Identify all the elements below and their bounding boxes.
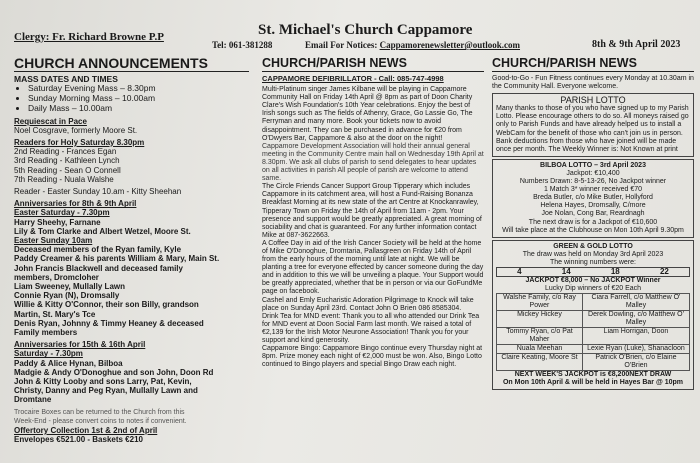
anniversary-item: Deceased members of the Ryan family, Kyle <box>14 245 182 255</box>
table-row <box>497 345 690 354</box>
anniversary-item: members, Dromcloher <box>14 272 99 282</box>
anniversary-item: Connie Ryan (N), Dromsally <box>14 291 120 301</box>
news-paragraph: Cappamore Bingo: Cappamore Bingo continue every Thursday night at 8pm. Prize money each night of €2,000 must be won. Also, Bingo Lotto continued to Bingo players and special Bingo Draw each night. <box>262 345 483 369</box>
anniversary-item: Lily & Tom Clarke and Albert Wetzel, Moore St. <box>14 226 191 236</box>
offertory-amount: Envelopes €521.00 - Baskets €210 <box>14 435 143 445</box>
green-gold-winning: The winning numbers were: <box>550 258 636 266</box>
lucky-dip-table <box>496 293 690 371</box>
telephone: Tel: 061-381288 <box>212 40 273 50</box>
anniversary-item: John & Kitty Looby and sons Larry, Pat, Kevin, <box>14 377 192 387</box>
bilboa-line: 1 Match 3* winner received €70 <box>543 186 643 194</box>
anniversaries-title-2: Anniversaries for 15th & 16th April <box>14 340 146 350</box>
fitness-notice: Good-to-Go - Fun Fitness continues every Monday at 10.30am in the Community Hall. Everyone welcome. <box>492 75 694 91</box>
parish-news-title-2: CHURCH/PARISH NEWS <box>492 55 694 72</box>
mass-list <box>14 84 249 113</box>
news-paragraph: A Coffee Day in aid of the Irish Cancer Society will be held at the home of Mike O'Donoghue, Dromtaria, Pallasgreen on Friday 14th of April from the early hours of the morning until late at night. We will be planting a tree for everyone effected by cancer someone during the day and in addition to this we will be unveiling a plaque. Your Support would be greatly appreciated, whether that be in person or via our GoFundMe page on facebook. <box>262 239 484 296</box>
bilboa-lotto-box <box>492 159 694 238</box>
requiescat-name: Noel Cosgrave, formerly Moore St. <box>14 125 138 135</box>
next-draw-info: On Mon 10th April & will be held in Hayes Bar @ 10pm <box>502 379 684 387</box>
easter-reader: Reader - Easter Sunday 10.am - Kitty Sheehan <box>14 187 182 197</box>
anniversary-item: Liam Sweeney, Mullally Lawn <box>14 282 125 292</box>
email-label: Email For Notices: <box>305 40 378 50</box>
clergy-label: Clergy: Fr. Richard Browne P.P <box>14 31 164 43</box>
anniversaries-sub-2: Saturday - 7.30pm <box>14 349 83 359</box>
winning-number: 18 <box>610 266 620 276</box>
winner-cell: Liam Horrigan, Doon <box>582 328 689 345</box>
news-paragraph: The Circle Friends Cancer Support Group Tipperary which includes Cappamore in its catchment area, will host a Fund-Raising Bonanza Breakfast Morning at its new state of the art Centre at Knockanrawley, Tipperary Town on Friday the 14th of April from 11am - 2pm. Your presence and support would be greatly appreciated. A great morning of sociability and chat is guaranteed. For any further information contact Mike at 087-3622663. <box>262 183 482 239</box>
parish-lotto-box <box>492 93 694 157</box>
issue-dates: 8th & 9th April 2023 <box>592 39 681 50</box>
lucky-dip-title: Lucky Dip winners of €20 Each <box>544 285 642 293</box>
news-paragraph: Cashel and Emly Eucharistic Adoration Pilgrimage to Knock will take place on Sunday April 23rd. Contact John O Brien 086 8585304. <box>262 296 474 312</box>
anniversary-item: John Francis Blackwell and deceased family <box>14 263 183 273</box>
mass-times-title: MASS DATES AND TIMES <box>14 74 118 84</box>
reader-item: 5th Reading - Sean O Connell <box>14 165 121 175</box>
email-notices <box>305 40 520 50</box>
email-address: Cappamorenewsletter@outlook.com <box>379 40 521 50</box>
news-paragraph: Cappamore Development Association will hold their annual general meeting in the Community Centre main hall on Wednesday 19th April at 8.30pm. We ask all clubs of parish to send delegates to hear updates on all activities in parish All people of parish are welcome to attend same. <box>262 142 484 183</box>
winner-cell: Ciara Farrell, c/o Matthew O' Malley <box>582 294 689 311</box>
winning-numbers <box>496 267 690 277</box>
table-row <box>497 311 690 328</box>
bilboa-line: Jackpot: €10,400 <box>566 169 620 177</box>
mass-item: • Daily Mass – 10.00am <box>28 104 249 114</box>
winner-cell: Nuala Meehan <box>497 345 583 354</box>
reader-item: 7th Reading - Nuala Walshe <box>14 174 114 184</box>
winner-cell: Claire Keating, Moore St <box>497 354 583 371</box>
requiescat-title: Requiescat in Pace <box>14 116 87 126</box>
green-gold-lotto-box <box>492 240 694 391</box>
table-row <box>497 294 690 311</box>
next-week-jackpot: NEXT WEEK'S JACKPOT is €8,200NEXT DRAW <box>514 371 672 379</box>
trocaire-notice: Trocaire Boxes can be returned to the Church from this <box>14 408 185 416</box>
table-row <box>497 328 690 345</box>
winner-cell: Walshe Family, c/o Ray Power <box>497 294 583 311</box>
anniversary-item: Dromtane <box>14 395 52 405</box>
anniversary-item: Christy, Danny and Peg Ryan, Mullally Lawn and <box>14 386 198 396</box>
anniversaries-title-1: Anniversaries for 8th & 9th April <box>14 199 137 209</box>
winner-cell: Lexie Ryan (Luke), Shanacloon <box>582 345 689 354</box>
anniversary-item: Paddy & Alice Hynan, Bilboa <box>14 358 123 368</box>
bilboa-line: Breda Butler, c/o Mike Butler, Hollyford <box>533 194 653 202</box>
anniversary-item: Denis Ryan, Johnny & Timmy Heaney & deceased <box>14 318 204 328</box>
winner-cell: Patrick O'Brien, c/o Elaine O'Brien <box>582 354 689 371</box>
anniversary-item: Harry Sheehy, Farnane <box>14 217 101 227</box>
winning-number: 14 <box>561 266 571 276</box>
parish-lotto-text: Many thanks to those of you who have signed up to my Parish Lotto. Please encourage others to do so. All moneys raised go only to Parish Funds and have already helped us to install a WebCam for the benefit of those who can't join us in person. Bank deductions from those who have joined will be made once per month. The Weekly Winner is: Not Known at print <box>496 105 689 153</box>
winner-cell: Derek Dowling, c/o Matthew O' Malley <box>582 311 689 328</box>
anniversary-item: Martin, St. Mary's Tce <box>14 309 96 319</box>
winning-number: 22 <box>659 266 669 276</box>
church-name: St. Michael's Church Cappamore <box>258 22 473 38</box>
offertory-title: Offertory Collection 1st & 2nd of April <box>14 426 158 436</box>
readers-title: Readers for Holy Saturday 8.30pm <box>14 138 145 147</box>
green-gold-title: GREEN & GOLD LOTTO <box>553 242 633 250</box>
bilboa-line: Will take place at the Clubhouse on Mon 10th April 9.30pm <box>502 226 684 234</box>
anniversary-item: Madgie & Andy O'Donoghue and son John, Doon Rd <box>14 367 214 377</box>
reader-item: 2nd Reading - Frances Egan <box>14 147 117 157</box>
parish-news-column-1 <box>262 55 484 369</box>
trocaire-notice: Week-End - please convert coins to notes if convenient. <box>14 417 187 425</box>
table-row <box>497 354 690 371</box>
winner-cell: Mickey Hickey <box>497 311 583 328</box>
bilboa-line: The next draw is for a Jackpot of €10,600 <box>528 218 658 226</box>
mass-item: • Sunday Morning Mass – 10.00am <box>28 94 249 104</box>
parish-news-column-2 <box>492 55 694 392</box>
mass-item: • Saturday Evening Mass – 8.30pm <box>28 84 249 94</box>
church-announcements-column <box>14 55 249 445</box>
news-paragraph: Multi-Platinum singer James Kilbane will be playing in Cappamore Community Hall on Friday 14th April @ 8pm as part of Doon Charity Clare's Wish Foundation's 10th Year celebrations. Enjoy the best of Irish songs such as The fields of Athenry, Grace, Go Lassie Go, The Ferryman and many more. Book your tickets now to avoid disappointment. They can be purchased in advance for €20 from O'Dwyers Bar, Cappamore & also at the door on the night! <box>262 86 473 142</box>
newsletter-header <box>0 0 700 54</box>
winner-cell: Tommy Ryan, c/o Pat Maher <box>497 328 583 345</box>
anniversary-item: Easter Sunday 10am <box>14 236 93 246</box>
defibrillator-notice: CAPPAMORE DEFIBRILLATOR - Call: 085-747-4998 <box>262 74 444 83</box>
parish-lotto-title: PARISH LOTTO <box>560 95 626 106</box>
reader-item: 3rd Reading - Kathleen Lynch <box>14 156 120 166</box>
anniversary-item: Family members <box>14 328 78 338</box>
bilboa-line: Numbers Drawn: 8-5-13-26, No Jackpot winner <box>519 178 667 186</box>
green-gold-jackpot: JACKPOT €8,000 – No JACKPOT Winner <box>525 277 661 285</box>
bilboa-lotto-title: BILBOA LOTTO – 3rd April 2023 <box>540 161 646 169</box>
bilboa-line: Joe Nolan, Cong Bar, Reardnagh <box>541 210 645 218</box>
anniversaries-sub-1: Easter Saturday - 7.30pm <box>14 208 110 218</box>
green-gold-draw: The draw was held on Monday 3rd April 2023 <box>522 250 664 258</box>
anniversary-item: Paddy Creamer & his parents William & Mary, Main St. <box>14 254 220 264</box>
announcements-title: CHURCH ANNOUNCEMENTS <box>14 55 249 72</box>
bilboa-line: Helena Hayes, Dromsally, C/more <box>540 202 646 210</box>
parish-news-title: CHURCH/PARISH NEWS <box>262 55 484 72</box>
news-paragraph: Drink Tea for MND event: Thank you to all who attended our Drink Tea for MND event at Doon Social Farm last month. We raised a total of €2,139 for the Irish Motor Neurone Association! Thank you for your support and kind generosity. <box>262 312 480 344</box>
anniversary-item: Willie & Kitty O'Connor, their son Billy, grandson <box>14 300 199 310</box>
winning-number: 4 <box>517 266 522 276</box>
